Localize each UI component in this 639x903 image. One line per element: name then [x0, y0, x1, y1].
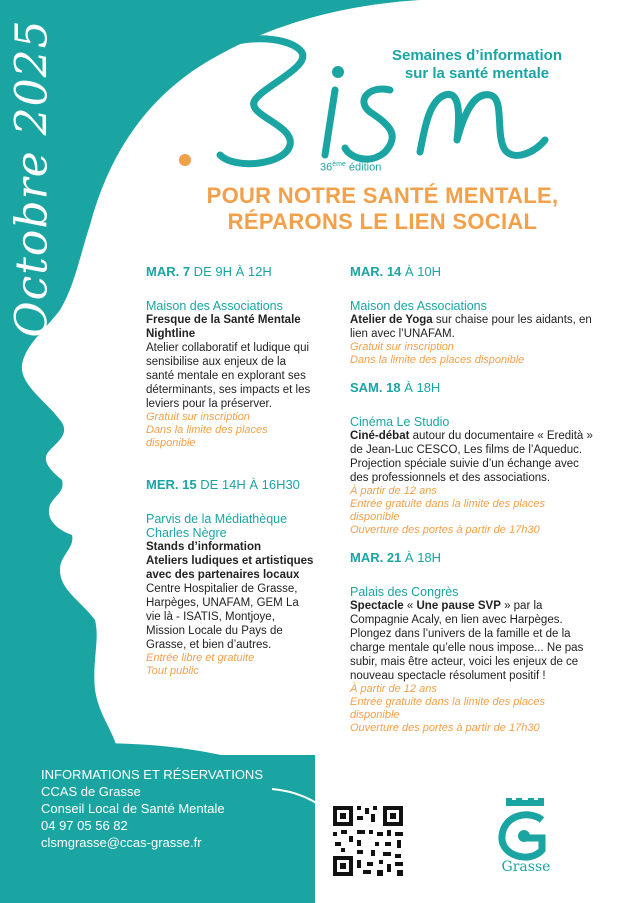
event-venue: Maison des Associations: [146, 299, 283, 313]
info-email[interactable]: clsmgrasse@ccas-grasse.fr: [41, 835, 202, 850]
event-day: MAR. 7: [146, 264, 191, 279]
event-note: Ouverture des portes à partir de 17h30: [350, 722, 540, 734]
qr-code-icon[interactable]: [327, 800, 409, 882]
event-time: À 18H: [400, 380, 441, 395]
event-text: » par la Compagnie Acaly, en lien avec Harpèges. Plongez dans l’univers de la famille et de la charge mentale qu’elle nous impose... Ne pas subir, mais être acteur, voici les enjeux de ce nouveau spectacle résolument positif !: [350, 600, 584, 682]
event-title: Spectacle: [350, 600, 404, 612]
event-text: autour du documentaire « Eredità » de Jean-Luc CESCO, Les films de l’Aqueduc. Projection spéciale suivie d’un échange avec des professionnels et des associations.: [350, 430, 593, 484]
events-right-column: [350, 265, 595, 735]
edition: [320, 161, 381, 174]
event-date: [146, 265, 314, 279]
event-note: Dans la limite des places disponible: [146, 424, 268, 449]
city-logo-text: Grasse: [501, 859, 551, 875]
event-note: Gratuit sur inscription: [350, 341, 454, 353]
edition-word: édition: [345, 161, 382, 174]
event-note: Tout public: [146, 665, 199, 677]
edition-number: 36: [320, 161, 333, 174]
event-description: [350, 599, 595, 683]
event-description: [350, 313, 595, 341]
headline-line1: POUR NOTRE SANTÉ MENTALE,: [206, 183, 559, 208]
event-note: Dans la limite des places disponible: [350, 354, 525, 366]
event-note: À partir de 12 ans: [350, 485, 437, 497]
event-day: SAM. 18: [350, 380, 401, 395]
event-note: Gratuit sur inscription: [146, 411, 250, 423]
event-venue: Parvis de la Médiathèque Charles Nègre: [146, 512, 288, 540]
event-venue: Cinéma Le Studio: [350, 415, 450, 429]
info-block: [41, 766, 263, 851]
event-note: Entrée gratuite dans la limite des places disponible: [350, 696, 546, 721]
event-venue: Maison des Associations: [350, 299, 487, 313]
event-date: [350, 265, 595, 279]
subtitle-line2: sur la santé mentale: [404, 65, 550, 82]
event-time: À 10H: [401, 264, 442, 279]
event-text: sur chaise pour les aidants, en lien avec l’UNAFAM.: [350, 314, 592, 340]
event-date: [146, 478, 314, 492]
event-note: Ouverture des portes à partir de 17h30: [350, 524, 540, 536]
event-title: Fresque de la Santé Mentale Nightline: [146, 314, 301, 340]
sism-logo-icon: [175, 30, 565, 180]
info-org2: Conseil Local de Santé Mentale: [41, 801, 225, 816]
event-title-2: Une pause SVP: [416, 600, 501, 612]
info-heading: INFORMATIONS ET RÉSERVATIONS: [41, 767, 263, 782]
event-day: MAR. 14: [350, 264, 402, 279]
event-text-quote: «: [403, 600, 417, 612]
event-time: DE 14H À 16H30: [196, 477, 300, 492]
headline-line2: RÉPARONS LE LIEN SOCIAL: [227, 209, 538, 234]
headline: [150, 183, 615, 235]
event-time: DE 9H À 12H: [190, 264, 272, 279]
event-time: À 18H: [401, 550, 442, 565]
event-note: Entrée gratuite dans la limite des places disponible: [350, 498, 546, 523]
event-title: Atelier de Yoga: [350, 314, 433, 326]
event-description: [350, 429, 595, 485]
event-title-2: Ateliers ludiques et artistiques avec des partenaires locaux: [146, 555, 314, 581]
side-title: Octobre 2025: [6, 19, 58, 338]
event-note: À partir de 12 ans: [350, 683, 437, 695]
event-date: [350, 381, 595, 395]
event-description: Atelier collaboratif et ludique qui sensibilise aux enjeux de la santé mentale en explorant ses déterminants, ses impacts et les leviers pour la préserver.: [146, 342, 311, 410]
edition-sup: ème: [332, 161, 346, 168]
event-description: Centre Hospitalier de Grasse, Harpèges, UNAFAM, GEM La vie là - ISATIS, Montjoye, Mission Locale du Pays de Grasse, et bien d’autres.: [146, 583, 299, 651]
event-title: Stands d’information: [146, 541, 261, 553]
events-left-column: [146, 265, 314, 678]
event-date: [350, 551, 595, 565]
event-venue: Palais des Congrès: [350, 585, 459, 599]
info-phone[interactable]: 04 97 05 56 82: [41, 818, 128, 833]
event-day: MAR. 21: [350, 550, 402, 565]
subtitle-line1: Semaines d’information: [391, 47, 563, 64]
event-title: Ciné-débat: [350, 430, 410, 442]
event-day: MER. 15: [146, 477, 197, 492]
info-org1: CCAS de Grasse: [41, 784, 141, 799]
event-note: Entrée libre et gratuite: [146, 652, 255, 664]
